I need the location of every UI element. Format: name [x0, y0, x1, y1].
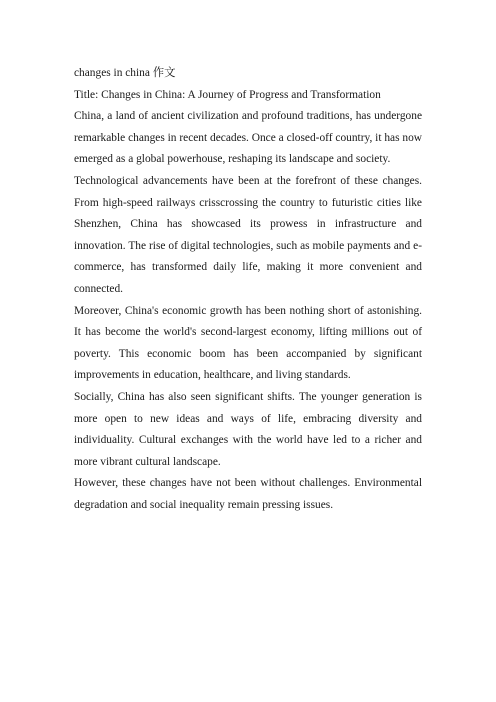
paragraph-technology: Technological advancements have been at the forefront of these changes. From high-speed railways crisscrossing the country to futuristic cities like Shenzhen, China has showcased its prowess in infrastructure and innovation. The rise of digital technologies, such as mobile payments and e-commerce, has transformed daily life, making it more convenient and connected. — [74, 174, 422, 295]
document-body — [74, 63, 422, 516]
paragraph-economy: Moreover, China's economic growth has been nothing short of astonishing. It has become the world's second-largest economy, lifting millions out of poverty. This economic boom has been accompanied by significant improvements in education, healthcare, and living standards. — [74, 304, 422, 382]
document-heading: changes in china 作文 — [74, 67, 176, 79]
paragraph-challenges: However, these changes have not been without challenges. Environmental degradation and social inequality remain pressing issues. — [74, 477, 422, 511]
document-title: Title: Changes in China: A Journey of Progress and Transformation — [74, 88, 381, 101]
paragraph-society: Socially, China has also seen significant shifts. The younger generation is more open to new ideas and ways of life, embracing diversity and individuality. Cultural exchanges with the world have led to a richer and more vibrant cultural landscape. — [74, 390, 422, 468]
paragraph-intro: China, a land of ancient civilization and profound traditions, has undergone remarkable changes in recent decades. Once a closed-off country, it has now emerged as a global powerhouse, reshaping its landscape and society. — [74, 110, 422, 166]
